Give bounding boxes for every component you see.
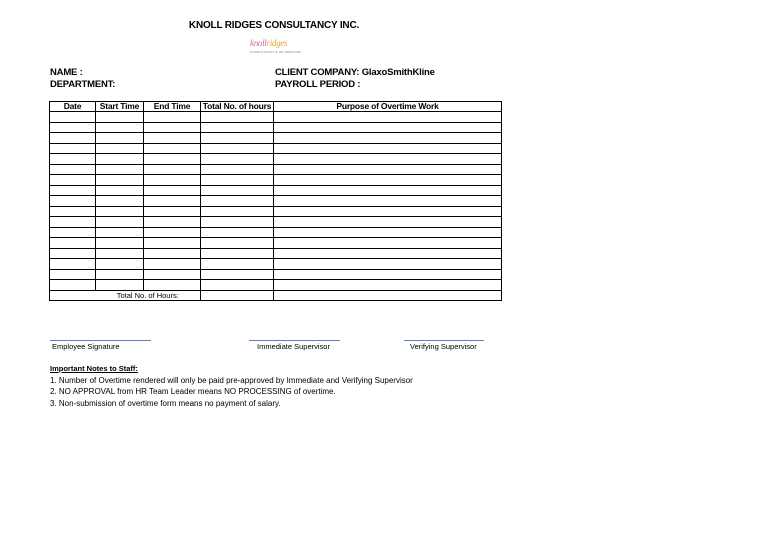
purpose-cell[interactable] (274, 164, 502, 175)
department-label: DEPARTMENT: (50, 79, 116, 90)
table-row (50, 259, 502, 270)
start-time-cell[interactable] (96, 227, 144, 238)
purpose-cell[interactable] (274, 248, 502, 259)
end-time-cell[interactable] (144, 238, 201, 249)
total-hours-label: Total No. of Hours: (96, 290, 201, 301)
table-row (50, 185, 502, 196)
date-cell[interactable] (50, 206, 96, 217)
total-hours-cell[interactable] (201, 290, 274, 301)
start-time-cell[interactable] (96, 248, 144, 259)
end-time-cell[interactable] (144, 154, 201, 165)
start-time-cell[interactable] (96, 280, 144, 291)
table-row (50, 217, 502, 228)
table-row (50, 133, 502, 144)
total-hours-cell[interactable] (201, 206, 274, 217)
purpose-cell[interactable] (274, 206, 502, 217)
col-header-purpose: Purpose of Overtime Work (274, 102, 502, 112)
start-time-cell[interactable] (96, 112, 144, 123)
date-cell[interactable] (50, 259, 96, 270)
start-time-cell[interactable] (96, 259, 144, 270)
total-hours-cell[interactable] (201, 259, 274, 270)
purpose-cell[interactable] (274, 175, 502, 186)
end-time-cell[interactable] (144, 175, 201, 186)
date-cell[interactable] (50, 175, 96, 186)
purpose-cell[interactable] (274, 238, 502, 249)
start-time-cell[interactable] (96, 164, 144, 175)
purpose-cell[interactable] (274, 217, 502, 228)
date-cell[interactable] (50, 154, 96, 165)
date-cell[interactable] (50, 238, 96, 249)
purpose-cell[interactable] (274, 259, 502, 270)
total-purpose-cell (274, 290, 502, 301)
logo-text-b: ridges (266, 38, 288, 48)
date-cell[interactable] (50, 143, 96, 154)
total-hours-cell[interactable] (201, 143, 274, 154)
purpose-cell[interactable] (274, 185, 502, 196)
verifying-supervisor-line[interactable] (404, 340, 484, 341)
table-row (50, 238, 502, 249)
total-hours-cell[interactable] (201, 280, 274, 291)
table-row (50, 269, 502, 280)
purpose-cell[interactable] (274, 143, 502, 154)
date-cell[interactable] (50, 217, 96, 228)
total-hours-cell[interactable] (201, 227, 274, 238)
end-time-cell[interactable] (144, 133, 201, 144)
end-time-cell[interactable] (144, 122, 201, 133)
end-time-cell[interactable] (144, 164, 201, 175)
start-time-cell[interactable] (96, 175, 144, 186)
purpose-cell[interactable] (274, 280, 502, 291)
start-time-cell[interactable] (96, 185, 144, 196)
client-company-label: CLIENT COMPANY: GlaxoSmithKline (275, 67, 435, 78)
total-hours-cell[interactable] (201, 269, 274, 280)
date-cell[interactable] (50, 122, 96, 133)
table-row (50, 175, 502, 186)
end-time-cell[interactable] (144, 227, 201, 238)
company-logo (248, 38, 314, 58)
purpose-cell[interactable] (274, 133, 502, 144)
end-time-cell[interactable] (144, 269, 201, 280)
table-row (50, 227, 502, 238)
date-cell[interactable] (50, 112, 96, 123)
date-cell[interactable] (50, 248, 96, 259)
end-time-cell[interactable] (144, 185, 201, 196)
start-time-cell[interactable] (96, 206, 144, 217)
logo-text-a: knoll (250, 38, 267, 48)
end-time-cell[interactable] (144, 196, 201, 207)
employee-signature-line[interactable] (50, 340, 151, 341)
table-body (50, 112, 502, 301)
start-time-cell[interactable] (96, 133, 144, 144)
table-row (50, 154, 502, 165)
note-item: 2. NO APPROVAL from HR Team Leader means NO PROCESSING of overtime. (50, 387, 336, 396)
col-header-total-hours: Total No. of hours (201, 102, 274, 112)
end-time-cell[interactable] (144, 143, 201, 154)
start-time-cell[interactable] (96, 196, 144, 207)
purpose-cell[interactable] (274, 112, 502, 123)
table-row (50, 280, 502, 291)
date-cell[interactable] (50, 133, 96, 144)
date-cell[interactable] (50, 196, 96, 207)
start-time-cell[interactable] (96, 238, 144, 249)
table-row (50, 206, 502, 217)
total-hours-cell[interactable] (201, 164, 274, 175)
purpose-cell[interactable] (274, 122, 502, 133)
start-time-cell[interactable] (96, 217, 144, 228)
table-row (50, 112, 502, 123)
total-hours-cell[interactable] (201, 133, 274, 144)
verifying-supervisor-label: Verifying Supervisor (410, 342, 477, 351)
total-hours-cell[interactable] (201, 238, 274, 249)
col-header-end-time: End Time (144, 102, 201, 112)
date-cell[interactable] (50, 227, 96, 238)
end-time-cell[interactable] (144, 248, 201, 259)
total-hours-cell[interactable] (201, 196, 274, 207)
start-time-cell[interactable] (96, 269, 144, 280)
total-hours-cell[interactable] (201, 122, 274, 133)
important-notes (50, 363, 413, 409)
date-cell[interactable] (50, 185, 96, 196)
table-row (50, 143, 502, 154)
total-row-blank (50, 290, 96, 301)
end-time-cell[interactable] (144, 206, 201, 217)
purpose-cell[interactable] (274, 227, 502, 238)
end-time-cell[interactable] (144, 280, 201, 291)
purpose-cell[interactable] (274, 196, 502, 207)
table-row (50, 164, 502, 175)
start-time-cell[interactable] (96, 143, 144, 154)
employee-signature-label: Employee Signature (52, 342, 120, 351)
date-cell[interactable] (50, 164, 96, 175)
table-row (50, 122, 502, 133)
immediate-supervisor-label: Immediate Supervisor (257, 342, 330, 351)
total-hours-cell[interactable] (201, 154, 274, 165)
total-hours-cell[interactable] (201, 185, 274, 196)
company-name: KNOLL RIDGES CONSULTANCY INC. (188, 20, 360, 31)
table-total-row (50, 290, 502, 301)
end-time-cell[interactable] (144, 217, 201, 228)
notes-heading: Important Notes to Staff: (50, 364, 138, 373)
immediate-supervisor-line[interactable] (249, 340, 340, 341)
col-header-start-time: Start Time (96, 102, 144, 112)
logo-wordmark (250, 38, 287, 48)
table-row (50, 196, 502, 207)
end-time-cell[interactable] (144, 259, 201, 270)
name-label: NAME : (50, 67, 83, 78)
col-header-date: Date (50, 102, 96, 112)
date-cell[interactable] (50, 280, 96, 291)
start-time-cell[interactable] (96, 122, 144, 133)
logo-tagline: CONSULTANCY & HR SERVICES (250, 50, 302, 54)
table-row (50, 248, 502, 259)
total-hours-cell[interactable] (201, 175, 274, 186)
total-hours-cell[interactable] (201, 217, 274, 228)
total-hours-cell[interactable] (201, 112, 274, 123)
note-item: 3. Non-submission of overtime form means no payment of salary. (50, 398, 281, 408)
start-time-cell[interactable] (96, 154, 144, 165)
table-header-row (50, 102, 502, 112)
payroll-period-label: PAYROLL PERIOD : (275, 79, 361, 90)
purpose-cell[interactable] (274, 269, 502, 280)
total-hours-cell[interactable] (201, 248, 274, 259)
note-item: 1. Number of Overtime rendered will only be paid pre-approved by Immediate and Verifying Supervisor (50, 375, 413, 385)
end-time-cell[interactable] (144, 112, 201, 123)
purpose-cell[interactable] (274, 154, 502, 165)
date-cell[interactable] (50, 269, 96, 280)
overtime-table (49, 101, 502, 301)
